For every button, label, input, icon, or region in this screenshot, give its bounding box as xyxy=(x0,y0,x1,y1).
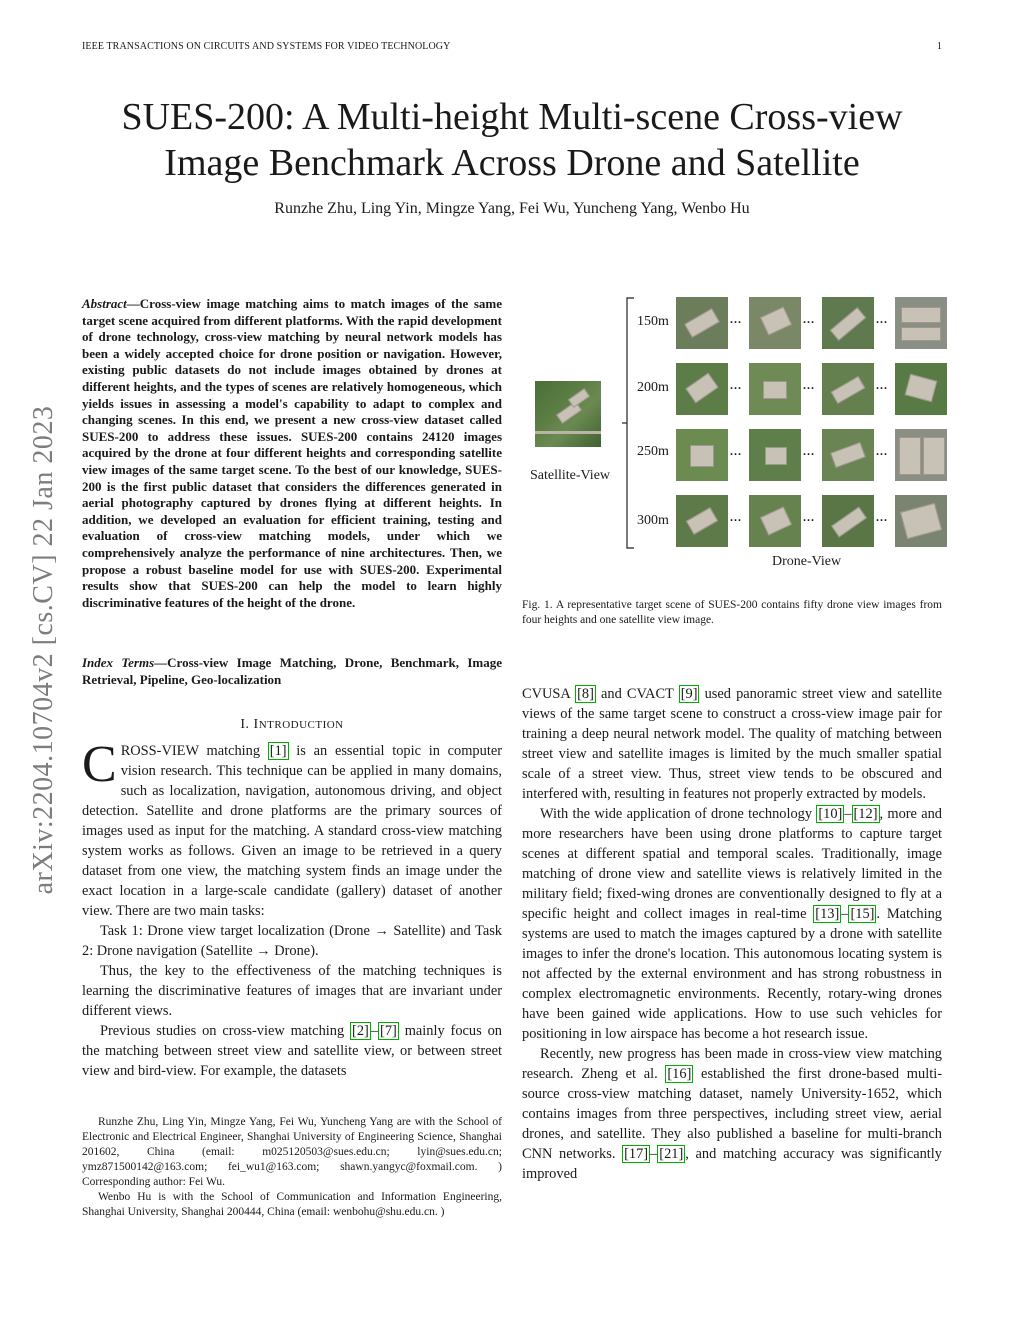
figure-1 xyxy=(522,292,952,582)
running-header xyxy=(82,41,942,55)
abstract: Abstract—Cross-view image matching aims to match images of the same target scene acquired from different platforms. With the rapid development of drone technology, cross-view matching by neural network models has been a widely accepted choice for drone position or navigation. However, existing public datasets do not include images obtained by drones at different heights, and the types of scenes are relatively homogeneous, which yields issues in assessing a model's capability to adapt to complex and changing scenes. In this end, we present a new cross-view dataset called SUES-200 to address these issues. SUES-200 contains 24120 images acquired by the drone at four different heights and corresponding satellite view images of the same target scene. To the best of our knowledge, SUES-200 is the first public dataset that considers the differences generated in aerial photography captured by drones flying at different heights. In addition, we developed an evaluation for efficient training, testing and evaluation of cross-view matching models, under which we comprehensively analyze the performance of nine architectures. Then, we propose a robust baseline model for use with SUES-200. Experimental results show that SUES-200 can help the model to learn highly discriminative features of the height of the drone. xyxy=(82,296,502,610)
drone-view-image xyxy=(749,495,801,547)
section-number: I. xyxy=(240,717,250,732)
height-label-200m: 200m xyxy=(637,380,669,395)
journal-name: IEEE TRANSACTIONS ON CIRCUITS AND SYSTEMS FOR VIDEO TECHNOLOGY xyxy=(82,41,451,52)
satellite-view-image xyxy=(535,381,601,447)
abstract-text: Cross-view image matching aims to match images of the same target scene acquired from different platforms. With the rapid development of drone technology, cross-view matching by neural network models has been a widely accepted choice for drone position or navigation. However, existing public datasets do not include images obtained by drones at different heights, and the types of scenes are relatively homogeneous, which yields issues in assessing a model's capability to adapt to complex and changing scenes. In this end, we present a new cross-view dataset called SUES-200 to address these issues. SUES-200 contains 24120 images acquired by the drone at four different heights and corresponding satellite view images of the same target scene. To the best of our knowledge, SUES-200 is the first public dataset that considers the differences generated in aerial photography captured by drones flying at different heights. In addition, we developed an evaluation for efficient training, testing and evaluation of cross-view matching models, under which we comprehensively analyze the performance of nine architectures. Then, we propose a robust baseline model for use with SUES-200. Experimental results show that SUES-200 can help the model to learn highly discriminative features of the height of the drone. xyxy=(82,296,502,610)
body-paragraph: With the wide application of drone technology [10] – [12] , more and more researchers have been using drone platforms to capture target scenes at different spatial and temporal scales. Traditionally, image matching of drone view and satellite views is relatively limited in the military field; fixed-wing drones are conventionally designed to fly at a specific height and collect images in real-time [13] – [15] . Matching systems are used to match the images captured by a drone with satellite images to infer the drone's location. This autonomous locating system is not affected by the external environment and has strong robustness in complex electromagnetic environments. Recently, rotary-wing drones have been gained wide applications. How to use such vehicles for positioning in low airspace has become a hot research issue. xyxy=(522,806,942,1042)
drone-view-image xyxy=(895,495,947,547)
drone-view-image xyxy=(749,429,801,481)
drone-view-image xyxy=(895,297,947,349)
drop-cap: C xyxy=(82,736,117,793)
introduction-text xyxy=(82,736,502,1081)
footnotes xyxy=(82,1115,502,1220)
arxiv-identifier: arXiv:2204.10704v2 [cs.CV] 22 Jan 2023 xyxy=(28,405,59,895)
citation-link[interactable]: [15] xyxy=(850,906,875,922)
intro-paragraph: CROSS-VIEW matching [1] is an essential topic in computer vision research. This technique can be applied in many domains, such as localization, navigation, autonomous driving, and object detection. Satellite and drone platforms are the primary sources of images used as input for the matching. A standard cross-view matching system works as follows. Given an image to be retrieved in a query dataset from one view, the matching system finds an image under the exact location in a large-scale candidate (gallery) dataset of another view. There are two main tasks: xyxy=(82,736,502,919)
height-label-300m: 300m xyxy=(637,513,669,528)
section-title-rest: NTRODUCTION xyxy=(258,719,344,731)
index-terms: Index Terms—Cross-view Image Matching, Drone, Benchmark, Image Retrieval, Pipeline, Geo-localization xyxy=(82,655,503,687)
ellipsis: ... xyxy=(876,378,888,392)
index-terms-label: Index Terms xyxy=(82,655,155,670)
intro-paragraph: Task 1: Drone view target localization (Drone → Satellite) and Task 2: Drone navigation (Satellite → Drone). xyxy=(82,923,502,959)
drone-view-image xyxy=(895,363,947,415)
title-line-1: SUES-200: A Multi-height Multi-scene Cross-view xyxy=(121,96,903,138)
drone-view-image xyxy=(822,363,874,415)
drone-view-label: Drone-View xyxy=(772,554,842,569)
citation-link[interactable]: [12] xyxy=(853,806,878,822)
ellipsis: ... xyxy=(730,444,742,458)
ellipsis: ... xyxy=(730,510,742,524)
drone-view-image xyxy=(676,297,728,349)
drone-view-image xyxy=(676,495,728,547)
author-list: Runzhe Zhu, Ling Yin, Mingze Yang, Fei Wu, Yuncheng Yang, Wenbo Hu xyxy=(274,200,750,217)
ellipsis: ... xyxy=(730,312,742,326)
satellite-view-label: Satellite-View xyxy=(530,468,611,483)
ellipsis: ... xyxy=(803,378,815,392)
citation-link[interactable]: [9] xyxy=(680,686,698,702)
drone-view-image xyxy=(895,429,947,481)
drone-view-image xyxy=(822,297,874,349)
figure-caption: Fig. 1. A representative target scene of SUES-200 contains fifty drone view images from four heights and one satellite view image. xyxy=(522,599,942,626)
body-paragraph: CVUSA [8] and CVACT [9] used panoramic street view and satellite views of the same target scene to construct a cross-view image pair for training a deep neural network model. The quality of matching between street view and satellite images is limited by the much smaller spatial scale of a street view. Thus, street view tends to be obscured and interfered with, resulting in features not properly extracted by models. xyxy=(522,686,942,802)
footnote-affiliation-1: Runzhe Zhu, Ling Yin, Mingze Yang, Fei Wu, Yuncheng Yang are with the School of Electronic and Electrical Engineer, Shanghai University of Engineering Science, Shanghai 201602, China (email: m025120503@sues.edu.cn; lyin@sues.edu.cn; ymz871500142@163.com; fei_wu1@163.com; shawn.yangyc@foxmail.com. ) Corresponding author: Fei Wu. xyxy=(82,1116,502,1188)
citation-link[interactable]: [10] xyxy=(818,806,843,822)
title-line-2: Image Benchmark Across Drone and Satellite xyxy=(164,142,860,184)
intro-paragraph: Thus, the key to the effectiveness of the matching techniques is learning the discriminative features of images that are invariant under different views. xyxy=(82,963,502,1019)
paper-title xyxy=(60,94,964,186)
ellipsis: ... xyxy=(876,510,888,524)
ellipsis: ... xyxy=(803,444,815,458)
citation-link[interactable]: [2] xyxy=(352,1023,369,1039)
drone-view-image xyxy=(676,429,728,481)
height-label-150m: 150m xyxy=(637,314,669,329)
drone-view-image xyxy=(822,429,874,481)
ellipsis: ... xyxy=(876,444,888,458)
citation-link[interactable]: [16] xyxy=(667,1066,692,1082)
ellipsis: ... xyxy=(803,510,815,524)
section-title-first-letter: I xyxy=(253,717,259,732)
index-terms-text: Cross-view Image Matching, Drone, Benchmark, Image Retrieval, Pipeline, Geo-localization xyxy=(82,655,503,687)
drone-view-image xyxy=(676,363,728,415)
ellipsis: ... xyxy=(803,312,815,326)
drone-view-image xyxy=(749,363,801,415)
drone-view-image xyxy=(749,297,801,349)
citation-link[interactable]: [13] xyxy=(815,906,840,922)
citation-link[interactable]: [7] xyxy=(380,1023,397,1039)
intro-paragraph: Previous studies on cross-view matching [2] – [7] mainly focus on the matching between street view and satellite view, or between street view and bird-view. For example, the datasets xyxy=(82,1023,502,1079)
page-number: 1 xyxy=(936,41,942,52)
drone-view-image xyxy=(822,495,874,547)
abstract-label: Abstract xyxy=(82,296,127,311)
body-paragraph: Recently, new progress has been made in cross-view view matching research. Zheng et al. [16] established the first drone-based multi-source cross-view matching dataset, namely University-1652, which contains images from three perspectives, including street view, aerial drones, and satellite. They also published a baseline for multi-branch CNN networks. [17] – [21] , and matching accuracy was significantly improved xyxy=(522,1046,942,1182)
right-column-text xyxy=(522,684,942,1184)
section-heading-introduction xyxy=(82,717,502,733)
ellipsis: ... xyxy=(876,312,888,326)
height-label-250m: 250m xyxy=(637,444,669,459)
citation-link[interactable]: [1] xyxy=(269,743,287,759)
citation-link[interactable]: [17] xyxy=(624,1146,649,1162)
ellipsis: ... xyxy=(730,378,742,392)
citation-link[interactable]: [8] xyxy=(577,686,594,702)
footnote-affiliation-2: Wenbo Hu is with the School of Communication and Information Engineering, Shanghai University, Shanghai 200444, China (email: wenbohu@shu.edu.cn. ) xyxy=(82,1191,502,1218)
citation-link[interactable]: [21] xyxy=(659,1146,684,1162)
